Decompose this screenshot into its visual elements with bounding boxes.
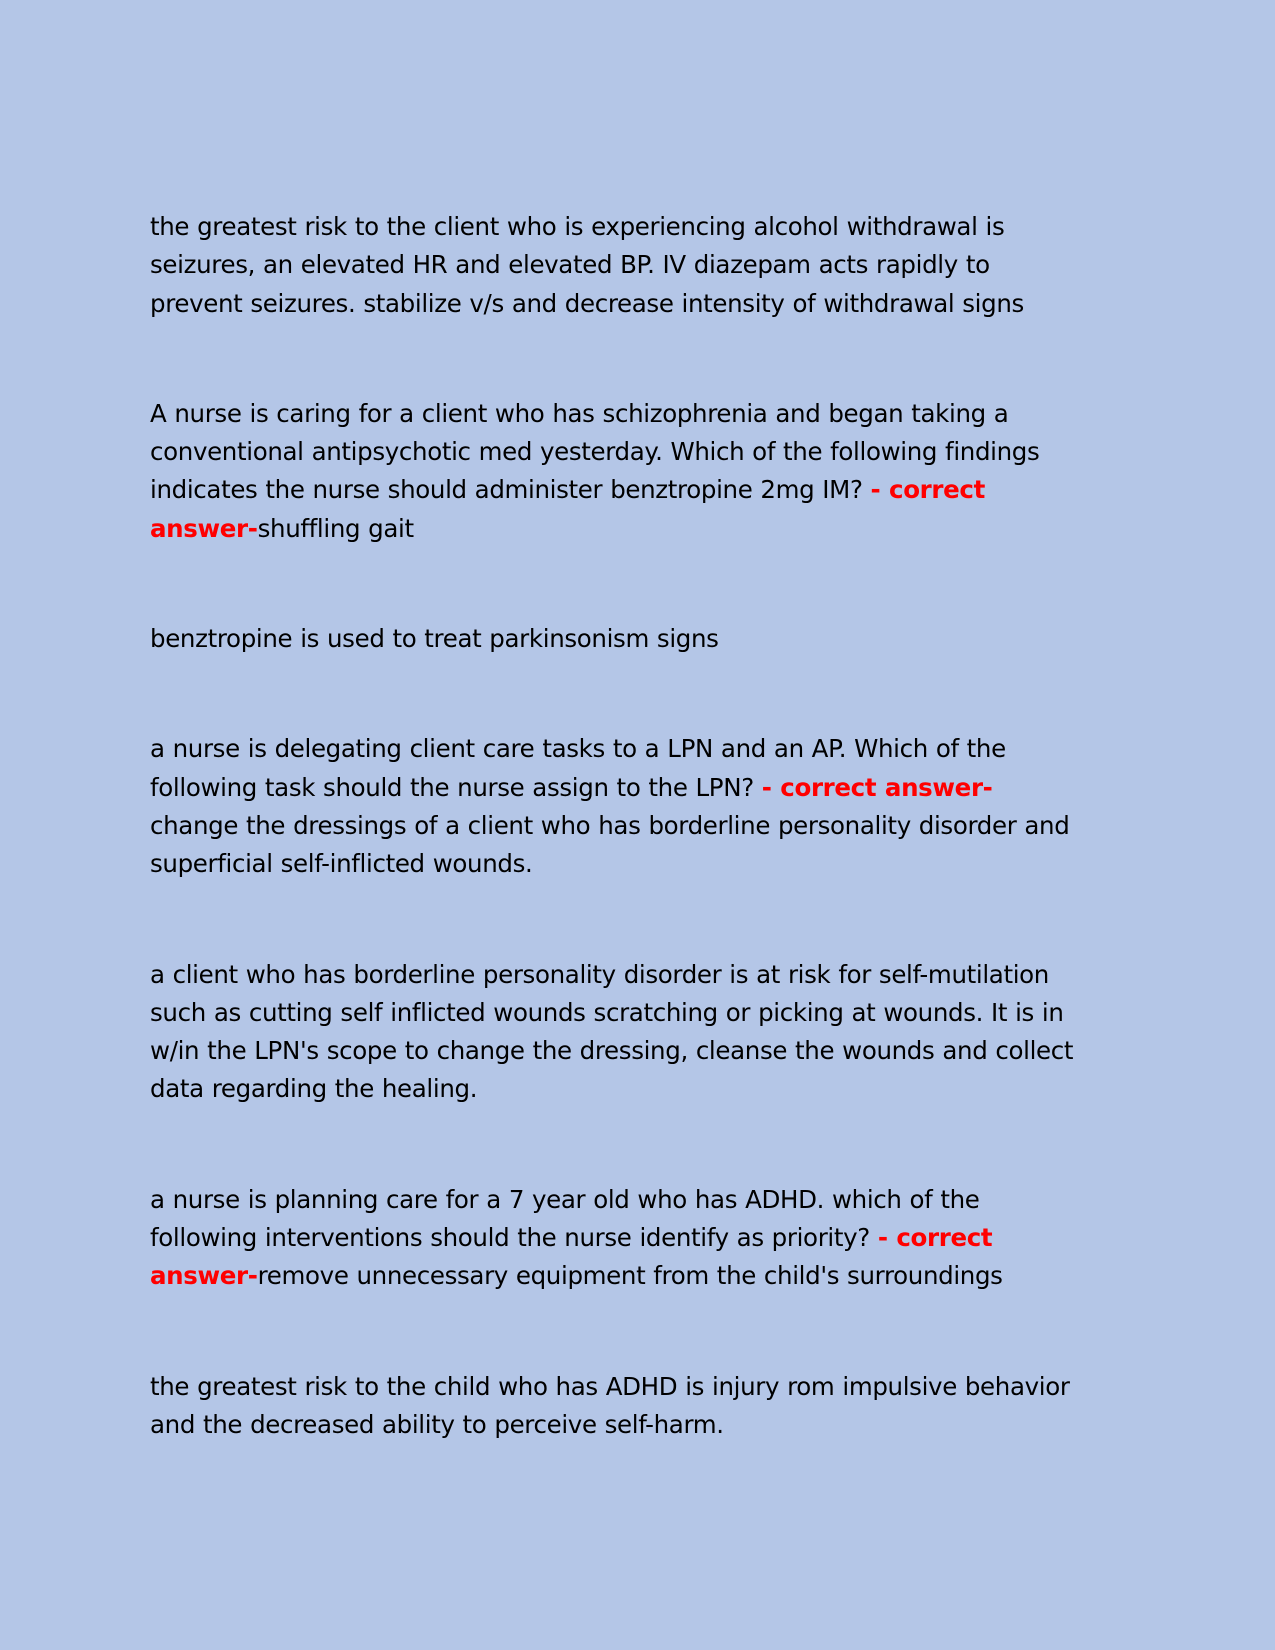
answer-text: change the dressings of a client who has borderline personality disorder and superficial self-inflicted wounds.: [150, 810, 1070, 879]
correct-answer-marker: - correct answer-: [150, 1223, 993, 1291]
explanation-paragraph: the greatest risk to the child who has ADHD is injury rom impulsive behavior and the decreased ability to perceive self-harm.: [150, 1371, 1070, 1439]
correct-answer-marker: - correct answer-: [150, 475, 985, 543]
explanation-paragraph: benztropine is used to treat parkinsonism signs: [150, 624, 719, 654]
question-paragraph: [150, 730, 1075, 883]
question-paragraph: [150, 1181, 1075, 1296]
answer-text: remove unnecessary equipment from the child's surroundings: [257, 1261, 1003, 1291]
answer-text: shuffling gait: [257, 513, 414, 543]
question-text: a nurse is delegating client care tasks to a LPN and an AP. Which of the following task should the nurse assign to the LPN?: [150, 734, 1006, 802]
explanation-paragraph: a client who has borderline personality disorder is at risk for self-mutilation such as cutting self inflicted wounds scratching or picking at wounds. It is in w/in the LPN's scope to change the dressing, cleanse the wounds and collect data regarding the healing.: [150, 959, 1074, 1104]
question-text: a nurse is planning care for a 7 year old who has ADHD. which of the following interventions should the nurse identify as priority?: [150, 1184, 980, 1253]
question-paragraph: [150, 395, 1075, 548]
correct-answer-marker: - correct answer-: [761, 772, 993, 802]
explanation-paragraph: the greatest risk to the client who is experiencing alcohol withdrawal is seizures, an elevated HR and elevated BP. IV diazepam acts rapidly to prevent seizures. stabilize v/s and decrease intensity of withdrawal signs: [150, 212, 1024, 318]
question-text: A nurse is caring for a client who has schizophrenia and began taking a conventional antipsychotic med yesterday. Which of the following findings indicates the nurse should administer benztropine 2mg IM?: [150, 398, 1040, 505]
